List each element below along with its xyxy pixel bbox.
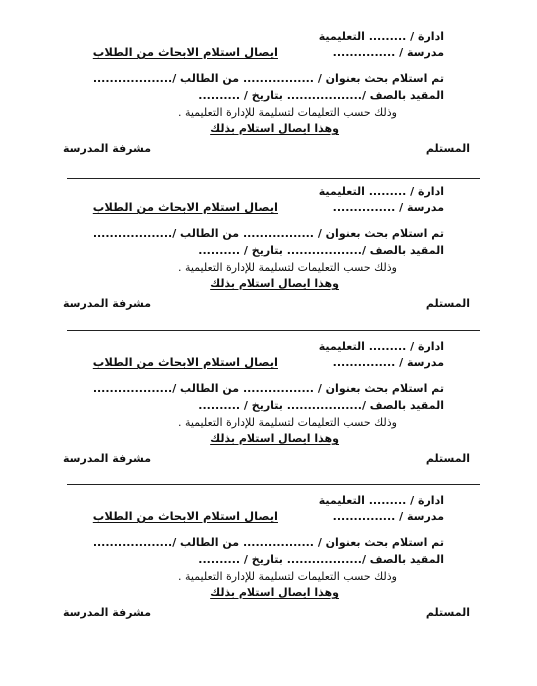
receipt-title: ايصال استلام الابحاث من الطلاب xyxy=(92,509,278,523)
receipt-block xyxy=(0,181,537,331)
receipt-title: ايصال استلام الابحاث من الطلاب xyxy=(92,355,278,369)
confirmation-line: وهذا ايصال استلام بذلك xyxy=(210,277,339,290)
supervisor-label: مشرفة المدرسة xyxy=(63,452,151,465)
receipt-title: ايصال استلام الابحاث من الطلاب xyxy=(92,45,278,59)
school-line: مدرسة / ............... xyxy=(332,356,444,369)
receiver-label: المستلم xyxy=(425,606,470,619)
receipt-block xyxy=(0,26,537,176)
receipt-title: ايصال استلام الابحاث من الطلاب xyxy=(92,200,278,214)
class-date-line: المقيد بالصف /.................. بتاريخ / .......... xyxy=(198,553,444,566)
topic-line: تم استلام بحث بعنوان / ................. من الطالب /................... xyxy=(92,382,444,395)
class-date-line: المقيد بالصف /.................. بتاريخ / .......... xyxy=(198,244,444,257)
topic-line: تم استلام بحث بعنوان / ................. من الطالب /................... xyxy=(92,72,444,85)
school-line: مدرسة / ............... xyxy=(332,510,444,523)
class-date-line: المقيد بالصف /.................. بتاريخ / .......... xyxy=(198,399,444,412)
instructions-line: وذلك حسب التعليمات لتسليمة للإدارة التعليمية . xyxy=(177,106,397,119)
admin-line: ادارة / ......... التعليمية xyxy=(318,30,444,43)
instructions-line: وذلك حسب التعليمات لتسليمة للإدارة التعليمية . xyxy=(177,416,397,429)
supervisor-label: مشرفة المدرسة xyxy=(63,142,151,155)
receipt-block xyxy=(0,490,537,640)
section-divider xyxy=(67,178,480,179)
admin-line: ادارة / ......... التعليمية xyxy=(318,340,444,353)
section-divider xyxy=(67,330,480,331)
confirmation-line: وهذا ايصال استلام بذلك xyxy=(210,122,339,135)
receiver-label: المستلم xyxy=(425,297,470,310)
instructions-line: وذلك حسب التعليمات لتسليمة للإدارة التعليمية . xyxy=(177,261,397,274)
school-line: مدرسة / ............... xyxy=(332,201,444,214)
class-date-line: المقيد بالصف /.................. بتاريخ / .......... xyxy=(198,89,444,102)
confirmation-line: وهذا ايصال استلام بذلك xyxy=(210,586,339,599)
section-divider xyxy=(67,484,480,485)
receiver-label: المستلم xyxy=(425,452,470,465)
topic-line: تم استلام بحث بعنوان / ................. من الطالب /................... xyxy=(92,227,444,240)
admin-line: ادارة / ......... التعليمية xyxy=(318,185,444,198)
receipt-block xyxy=(0,336,537,486)
school-line: مدرسة / ............... xyxy=(332,46,444,59)
topic-line: تم استلام بحث بعنوان / ................. من الطالب /................... xyxy=(92,536,444,549)
confirmation-line: وهذا ايصال استلام بذلك xyxy=(210,432,339,445)
instructions-line: وذلك حسب التعليمات لتسليمة للإدارة التعليمية . xyxy=(177,570,397,583)
admin-line: ادارة / ......... التعليمية xyxy=(318,494,444,507)
supervisor-label: مشرفة المدرسة xyxy=(63,297,151,310)
supervisor-label: مشرفة المدرسة xyxy=(63,606,151,619)
receiver-label: المستلم xyxy=(425,142,470,155)
